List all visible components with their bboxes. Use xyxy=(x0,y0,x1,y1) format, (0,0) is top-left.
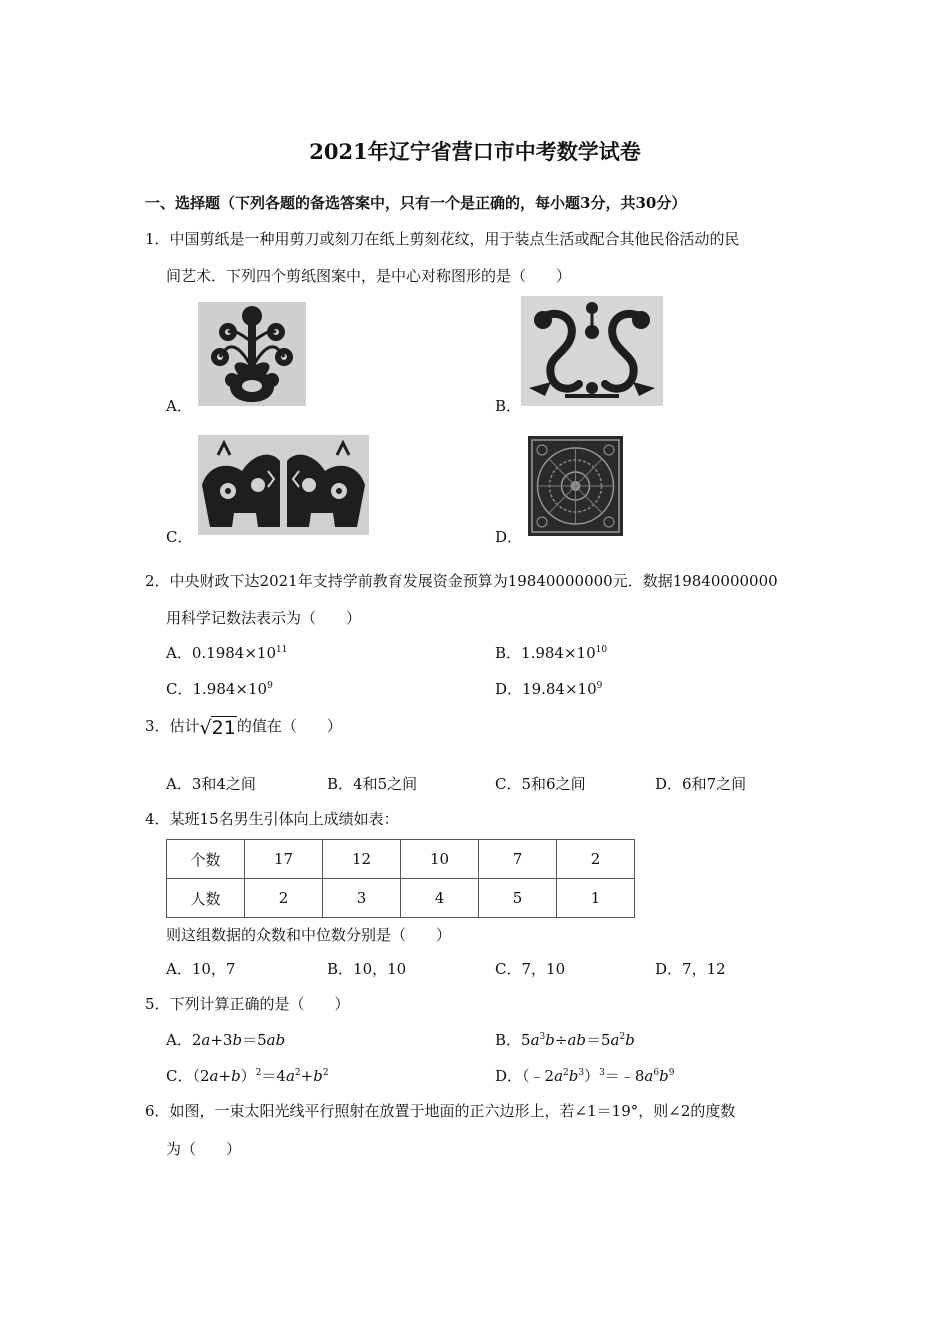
radicand: 21 xyxy=(211,717,236,739)
table-cell: 7 xyxy=(479,840,557,879)
square-root-symbol: √21 xyxy=(199,717,236,739)
q2-option-a: A．$0.1984\times 10^{11}$ xyxy=(166,644,288,662)
q1-stem-line1: 1．中国剪纸是一种用剪刀或刻刀在纸上剪刻花纹，用于装点生活或配合其他民俗活动的民 xyxy=(145,230,740,248)
q1-option-a-label: A． xyxy=(166,397,192,415)
q1-option-d-label: D． xyxy=(495,528,523,546)
q2-stem-line1: 2．中央财政下达2021年支持学前教育发展资金预算为19840000000元．数据19840000000 xyxy=(145,572,778,590)
table-cell: 人数 xyxy=(167,879,245,918)
q4-stem: 4．某班15名男生引体向上成绩如表： xyxy=(145,810,399,828)
twin-dragons-papercut-icon xyxy=(521,296,663,406)
table-cell: 17 xyxy=(245,840,323,879)
table-cell: 12 xyxy=(323,840,401,879)
q1-option-c-label: C． xyxy=(166,528,193,546)
q4-option-b: B．10，10 xyxy=(327,960,407,978)
table-cell: 4 xyxy=(401,879,479,918)
table-cell: 1 xyxy=(557,879,635,918)
table-cell: 2 xyxy=(245,879,323,918)
q2-option-c: C．$1.984\times 10^9$ xyxy=(166,680,273,698)
page-title: 2021年辽宁省营口市中考数学试卷 xyxy=(309,139,641,164)
q4-question: 则这组数据的众数和中位数分别是（ ） xyxy=(166,926,452,944)
q2-stem-line2: 用科学记数法表示为（ ） xyxy=(166,609,362,627)
table-cell: 3 xyxy=(323,879,401,918)
q1-option-b-label: B． xyxy=(495,397,522,415)
q5-option-b: B．$5a^3b\div ab=5a^2b$ xyxy=(495,1031,635,1049)
q6-stem-line2: 为（ ） xyxy=(166,1140,242,1158)
q4-option-d: D．7，12 xyxy=(655,960,726,978)
q3-option-a: A．3和4之间 xyxy=(166,775,256,793)
table-cell: 个数 xyxy=(167,840,245,879)
q3-option-c: C．5和6之间 xyxy=(495,775,586,793)
twin-qilin-papercut-icon xyxy=(198,435,369,535)
q5-option-c: C．$(2a+b)^2=4a^2+b^2$ xyxy=(166,1067,329,1085)
q4-option-c: C．7，10 xyxy=(495,960,566,978)
q5-option-a: A．2a+3b＝5ab xyxy=(166,1031,286,1049)
table-row xyxy=(167,840,635,879)
q5-option-d: D．$(﹣2a^2b^3)^3=﹣8a^6b^9$ xyxy=(495,1067,675,1085)
table-row xyxy=(167,879,635,918)
flower-vase-papercut-icon xyxy=(198,302,306,406)
table-cell: 10 xyxy=(401,840,479,879)
square-medallion-papercut-icon xyxy=(528,436,623,536)
q6-stem-line1: 6．如图，一束太阳光线平行照射在放置于地面的正六边形上，若∠1＝19°，则∠2的度数 xyxy=(145,1102,736,1120)
q2-option-d: D．$19.84\times 10^9$ xyxy=(495,680,603,698)
q2-option-b: B．$1.984\times 10^{10}$ xyxy=(495,644,608,662)
q1-stem-line2: 间艺术．下列四个剪纸图案中，是中心对称图形的是（ ） xyxy=(166,267,572,285)
q3-option-b: B．4和5之间 xyxy=(327,775,418,793)
table-cell: 5 xyxy=(479,879,557,918)
score-table xyxy=(166,839,635,918)
table-cell: 2 xyxy=(557,840,635,879)
q3-option-d: D．6和7之间 xyxy=(655,775,747,793)
q3-stem: 3．估计√21的值在（ ） xyxy=(145,717,342,739)
q5-stem: 5．下列计算正确的是（ ） xyxy=(145,995,350,1013)
q4-option-a: A．10，7 xyxy=(166,960,236,978)
section-heading: 一、选择题（下列各题的备选答案中，只有一个是正确的，每小题3分，共30分） xyxy=(145,194,687,212)
